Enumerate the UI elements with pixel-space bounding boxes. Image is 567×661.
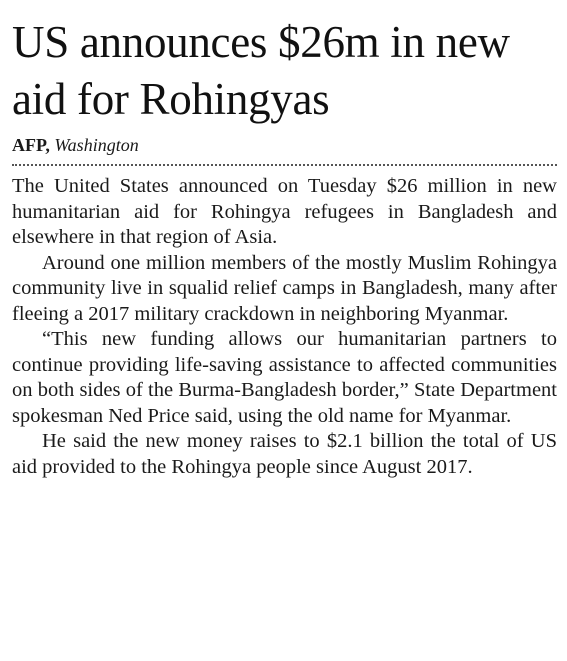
article-paragraph-1: The United States announced on Tuesday $26 million in new humanitarian aid for Rohingya refugees in Bangladesh and elsewhere in that region of Asia. [12, 175, 557, 248]
article-headline: US announces $26m in new aid for Rohingyas [12, 17, 510, 124]
dotted-divider [12, 164, 557, 166]
byline-location: Washington [54, 135, 139, 155]
article-body [12, 174, 557, 480]
news-article [12, 14, 557, 480]
article-paragraph-4: He said the new money raises to $2.1 billion the total of US aid provided to the Rohingya people since August 2017. [12, 430, 557, 478]
article-paragraph-2: Around one million members of the mostly Muslim Rohingya community live in squalid relief camps in Bangladesh, many after fleeing a 2017 military crackdown in neighboring Myanmar. [12, 251, 557, 325]
byline-agency: AFP, [12, 135, 50, 155]
byline [12, 134, 557, 156]
article-paragraph-3: “This new funding allows our humanitarian partners to continue providing life-saving assistance to affected communities on both sides of the Burma-Bangladesh border,” State Department spokesman Ned Price said, using the old name for Myanmar. [12, 328, 557, 427]
